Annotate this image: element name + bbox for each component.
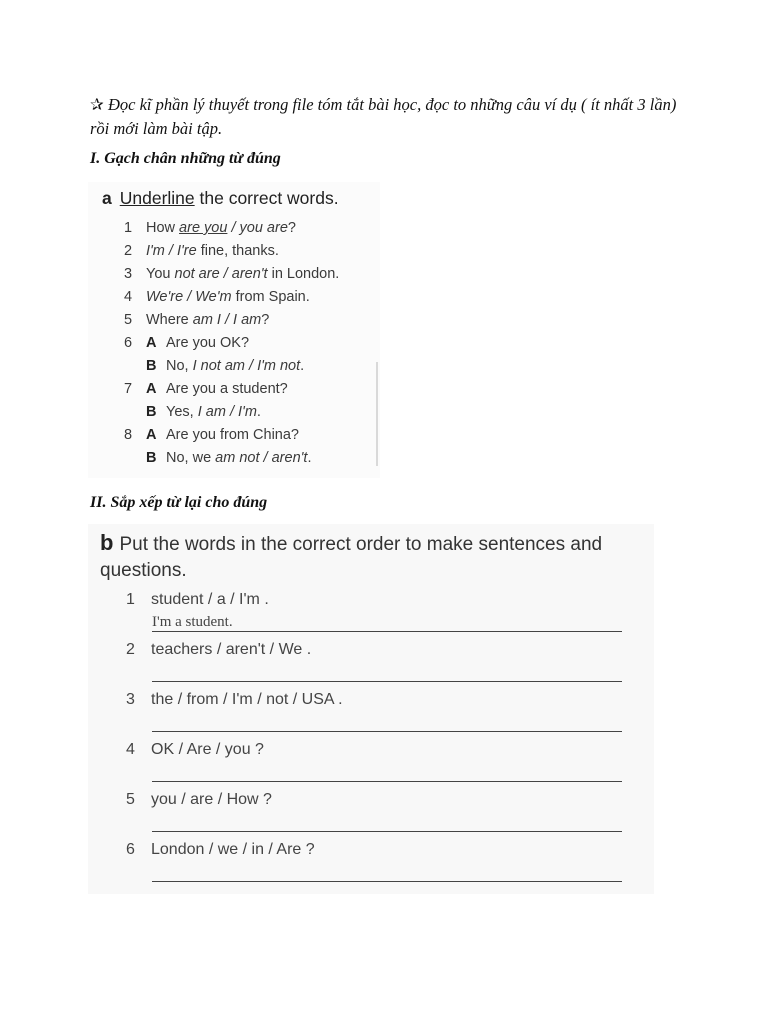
exercise-a-item: [124, 312, 269, 328]
answer-line: [152, 731, 622, 732]
item-text-end: .: [256, 404, 261, 420]
exercise-a-item: [124, 381, 288, 397]
item-text-end: fine, thanks.: [196, 243, 279, 259]
exercise-a-item: [124, 358, 304, 374]
exercise-b-image: [88, 524, 654, 894]
speaker-label: B: [146, 450, 157, 466]
item-words: OK / Are / you ?: [151, 741, 264, 758]
option-separator: /: [183, 289, 196, 305]
item-number: 3: [126, 691, 135, 708]
item-number: 7: [124, 381, 133, 397]
option-2: aren't: [231, 266, 268, 282]
exercise-a-item: [124, 450, 311, 466]
option-2: We'm: [195, 289, 232, 305]
option-separator: /: [219, 266, 232, 282]
item-text: How: [146, 220, 180, 236]
option-1: We're: [146, 289, 184, 305]
speaker-label: A: [146, 381, 157, 397]
item-number: 1: [124, 220, 133, 236]
exercise-letter: a: [102, 188, 112, 208]
answer-line: [152, 881, 622, 882]
exercise-a-image: [88, 182, 380, 478]
item-words: student / a / I'm .: [151, 591, 269, 608]
item-text: Are you a student?: [166, 381, 288, 397]
option-separator: /: [227, 220, 240, 236]
item-text: Where: [146, 312, 193, 328]
option-2: I am: [233, 312, 262, 328]
item-text-end: ?: [261, 312, 270, 328]
exercise-b-item: [126, 841, 315, 859]
item-number: 5: [126, 791, 135, 808]
exercise-a-item: [124, 266, 339, 282]
exercise-b-item: [126, 591, 269, 609]
item-number: 1: [126, 591, 135, 608]
option-1: I not am: [192, 358, 245, 374]
item-text-end: .: [300, 358, 305, 374]
exercise-a-item: [124, 220, 296, 236]
exercise-b-item: [126, 741, 264, 759]
exercise-a-item: [124, 335, 249, 351]
option-1: I am: [197, 404, 226, 420]
exercise-b-item: [126, 641, 311, 659]
option-2: aren't: [271, 450, 308, 466]
item-number: 3: [124, 266, 133, 282]
section-1-heading: I. Gạch chân những từ đúng: [90, 150, 281, 167]
item-number: 2: [124, 243, 133, 259]
item-text: No,: [166, 358, 193, 374]
option-1: not are: [174, 266, 220, 282]
scan-edge: [376, 362, 378, 466]
item-number: 2: [126, 641, 135, 658]
answer-line: [152, 781, 622, 782]
option-separator: /: [220, 312, 234, 328]
exercise-b-item: [126, 791, 272, 809]
item-text: No, we: [166, 450, 216, 466]
exercise-a-item: [124, 243, 279, 259]
item-words: teachers / aren't / We .: [151, 641, 312, 658]
item-number: 6: [126, 841, 135, 858]
option-1: am not: [215, 450, 260, 466]
speaker-label: B: [146, 358, 157, 374]
item-text-end: .: [307, 450, 312, 466]
item-text-end: ?: [287, 220, 296, 236]
option-1: I'm: [146, 243, 165, 259]
option-2: I'm not: [257, 358, 301, 374]
item-number: 4: [124, 289, 133, 305]
option-1: am I: [192, 312, 221, 328]
item-text-end: in London.: [267, 266, 340, 282]
answer-line: [152, 681, 622, 682]
exercise-b-title: [100, 530, 620, 584]
item-text: Are you OK?: [166, 335, 250, 351]
instruction-text: [90, 93, 690, 141]
section-2-heading: II. Sắp xếp từ lại cho đúng: [90, 494, 268, 511]
speaker-label: B: [146, 404, 157, 420]
item-number: 4: [126, 741, 135, 758]
answer-line: [152, 831, 622, 832]
option-2: you are: [239, 220, 288, 236]
item-number: 5: [124, 312, 133, 328]
exercise-b-item: [126, 691, 343, 709]
item-text: Yes,: [166, 404, 198, 420]
item-number: 6: [124, 335, 133, 351]
option-separator: /: [259, 450, 272, 466]
exercise-letter: b: [100, 530, 114, 555]
item-words: the / from / I'm / not / USA .: [151, 691, 343, 708]
exercise-a-title-rest: the correct words.: [194, 188, 339, 208]
exercise-a-title: [102, 188, 339, 209]
answer-text: I'm a student.: [152, 614, 233, 630]
instruction-body: Đọc kĩ phần lý thuyết trong file tóm tắt bài học, đọc to những câu ví dụ ( ít nhất 3 lần) rồi mới làm bài tập.: [90, 95, 677, 138]
option-separator: /: [164, 243, 177, 259]
item-number: 8: [124, 427, 133, 443]
star-icon: ✰: [90, 95, 104, 114]
item-words: London / we / in / Are ?: [151, 841, 315, 858]
exercise-a-item: [124, 427, 299, 443]
speaker-label: A: [146, 335, 157, 351]
item-text: Are you from China?: [166, 427, 299, 443]
item-text-end: from Spain.: [231, 289, 310, 305]
exercise-a-title-underlined: Underline: [119, 188, 195, 208]
option-2: I'm: [238, 404, 257, 420]
speaker-label: A: [146, 427, 157, 443]
exercise-a-item: [124, 289, 310, 305]
exercise-b-title-text: Put the words in the correct order to make sentences and questions.: [100, 534, 603, 581]
option-separator: /: [244, 358, 258, 374]
option-2: I're: [176, 243, 197, 259]
option-separator: /: [225, 404, 239, 420]
answer-line: [152, 631, 622, 632]
item-text: You: [146, 266, 175, 282]
exercise-a-item: [124, 404, 261, 420]
item-words: you / are / How ?: [151, 791, 272, 808]
option-1: are you: [179, 220, 228, 236]
